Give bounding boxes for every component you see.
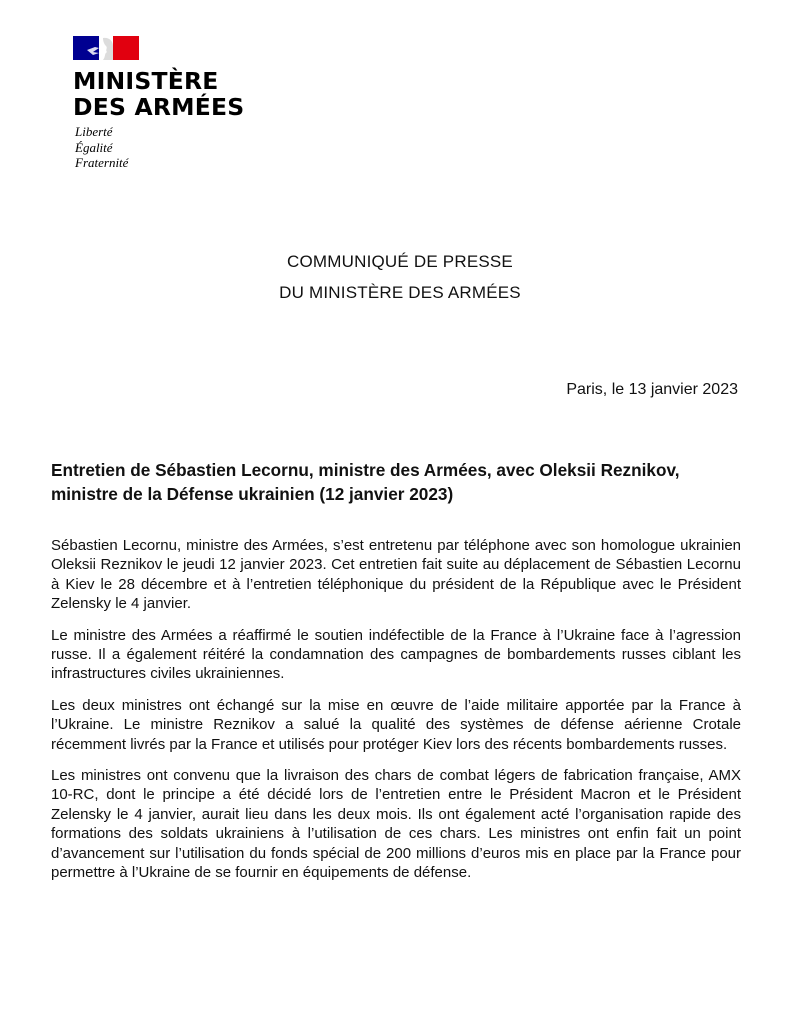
press-release-header (0, 246, 800, 308)
paragraph: Les ministres ont convenu que la livraison des chars de combat légers de fabrication française, AMX 10-RC, dont le principe a été décidé lors de l’entretien entre le Président Macron et le Président Zelensky le 4 janvier, aurait lieu dans les deux mois. Ils ont également acté l’organisation rapide des formations des soldats ukrainiens à l’utilisation de ces chars. Les ministres ont enfin fait un point d’avancement sur l’utilisation du fonds spécial de 200 millions d’euros mis en place par la France pour permettre à l’Ukraine de se fournir en équipements de défense. (51, 767, 741, 882)
marianne-flag-icon (73, 36, 139, 60)
ministry-name-line1: MINISTÈRE (73, 67, 219, 95)
motto-liberte: Liberté (75, 124, 113, 139)
body-text (51, 536, 741, 895)
ministry-name (73, 68, 244, 120)
republic-motto (75, 124, 128, 171)
paragraph: Les deux ministres ont échangé sur la mise en œuvre de l’aide militaire apportée par la France à l’Ukraine. Le ministre Reznikov a salué la qualité des systèmes de défense aérienne Crotale récemment livrés par la France et utilisés pour protéger Kiev lors des récents bombardements russes. (51, 696, 741, 753)
paragraph: Le ministre des Armées a réaffirmé le soutien indéfectible de la France à l’Ukraine face à l’agression russe. Il a également réitéré la condamnation des campagnes de bombardements russes ciblant les infrastructures civiles ukrainiennes. (51, 626, 741, 683)
headline: Entretien de Sébastien Lecornu, ministre des Armées, avec Oleksii Reznikov, ministre de la Défense ukrainien (12 janvier 2023) (51, 460, 680, 504)
press-header-line2: DU MINISTÈRE DES ARMÉES (279, 283, 521, 302)
motto-egalite: Égalité (75, 139, 113, 155)
motto-fraternite: Fraternité (75, 155, 129, 170)
ministry-name-line2: DES ARMÉES (73, 93, 245, 121)
press-header-line1: COMMUNIQUÉ DE PRESSE (287, 252, 513, 271)
dateline: Paris, le 13 janvier 2023 (566, 381, 738, 398)
paragraph: Sébastien Lecornu, ministre des Armées, s’est entretenu par téléphone avec son homologue ukrainien Oleksii Reznikov le jeudi 12 janvier 2023. Cet entretien fait suite au déplacement de Sébastien Lecornu à Kiev le 28 décembre et à l’entretien téléphonique du président de la République avec le Président Zelensky le 4 janvier. (51, 537, 741, 613)
